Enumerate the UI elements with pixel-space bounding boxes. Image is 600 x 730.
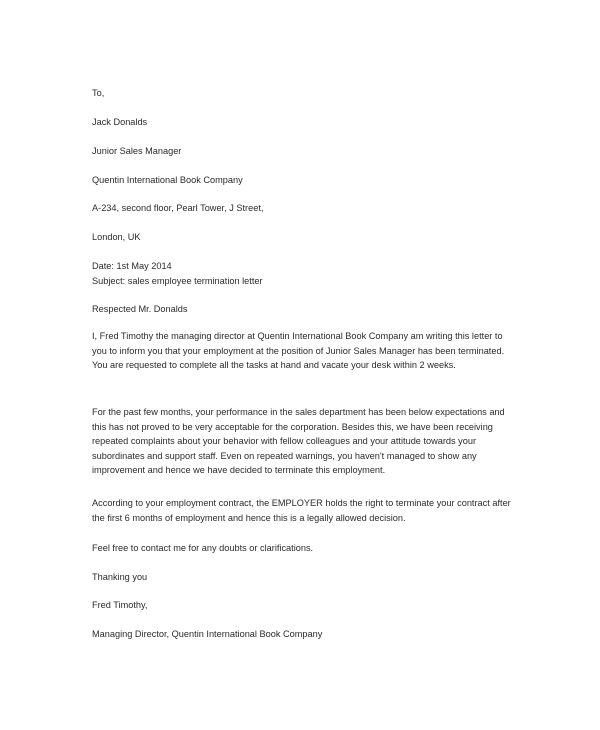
address-line-2: London, UK: [92, 232, 141, 242]
signer-name: Fred Timothy,: [92, 600, 148, 610]
letter-subject: Subject: sales employee termination letter: [92, 276, 263, 286]
recipient-name: Jack Donalds: [92, 117, 148, 127]
address-line-1: A-234, second floor, Pearl Tower, J Street,: [92, 203, 264, 213]
signer-title: Managing Director, Quentin International Book Company: [92, 629, 323, 639]
letter-date: Date: 1st May 2014: [92, 261, 172, 271]
body-paragraph-3: According to your employment contract, the EMPLOYER holds the right to terminate your contract after the first 6 months of employment and hence this is a legally allowed decision.: [92, 498, 511, 523]
body-paragraph-4: Feel free to contact me for any doubts or clarifications.: [92, 543, 314, 553]
closing: Thanking you: [92, 572, 148, 582]
body-paragraph-1: I, Fred Timothy the managing director at Quentin International Book Company am writing this letter to you to inform you that your employment at the position of Junior Sales Manager has been terminated. You are requested to complete all the tasks at hand and vacate your desk within 2 weeks.: [92, 331, 505, 370]
body-paragraph-2: For the past few months, your performance in the sales department has been below expectations and this has not proved to be very acceptable for the corporation. Besides this, we have been receiving repeated complaints about your behavior with fellow colleagues and your attitude towards your subordinates and support staff. Even on repeated warnings, you haven't managed to show any improvement and hence we have decided to terminate this employment.: [92, 407, 505, 475]
recipient-title: Junior Sales Manager: [92, 146, 182, 156]
recipient-company: Quentin International Book Company: [92, 175, 243, 185]
letter-greeting: Respected Mr. Donalds: [92, 304, 188, 314]
salutation-to: To,: [92, 88, 105, 98]
